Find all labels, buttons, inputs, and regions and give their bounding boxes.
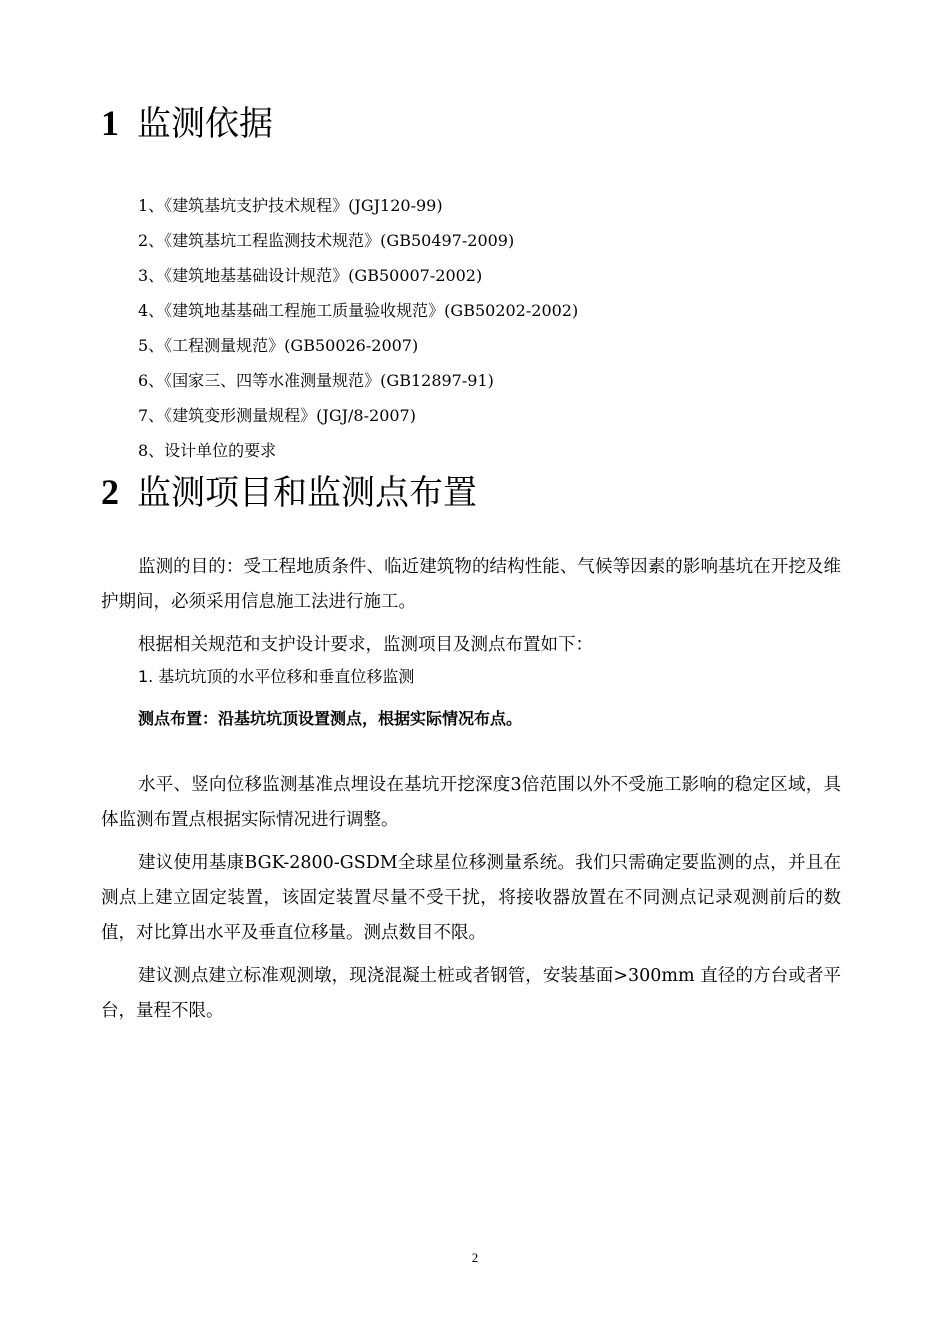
reference-item: 8、设计单位的要求 bbox=[138, 441, 277, 460]
reference-item: 6、《国家三、四等水准测量规范》(GB12897-91) bbox=[138, 371, 494, 390]
section-1-title: 监测依据 bbox=[137, 104, 273, 144]
pier-paragraph: 建议测点建立标准观测墩，现浇混凝土桩或者钢管，安装基面>300mm 直径的方台或者平台，量程不限。 bbox=[101, 966, 841, 1021]
purpose-paragraph: 监测的目的：受工程地质条件、临近建筑物的结构性能、气候等因素的影响基坑在开挖及维护期间，必须采用信息施工法进行施工。 bbox=[101, 557, 841, 612]
item-1-title: 1. 基坑坑顶的水平位移和垂直位移监测 bbox=[138, 667, 415, 686]
section-2-number: 2 bbox=[101, 472, 119, 512]
reference-item: 7、《建筑变形测量规程》(JGJ/8-2007) bbox=[138, 406, 416, 425]
benchmark-paragraph: 水平、竖向位移监测基准点埋设在基坑开挖深度3倍范围以外不受施工影响的稳定区域，具体监测布置点根据实际情况进行调整。 bbox=[101, 775, 841, 830]
reference-item: 4、《建筑地基基础工程施工质量验收规范》(GB50202-2002) bbox=[138, 301, 579, 320]
section-2-heading bbox=[101, 472, 477, 513]
reference-item: 3、《建筑地基基础设计规范》(GB50007-2002) bbox=[138, 266, 483, 285]
page-number: 2 bbox=[471, 1250, 479, 1265]
reference-item: 5、《工程测量规范》(GB50026-2007) bbox=[138, 336, 419, 355]
item-1-layout: 测点布置：沿基坑坑顶设置测点，根据实际情况布点。 bbox=[138, 709, 523, 728]
section-1-heading bbox=[101, 103, 273, 144]
section-1-number: 1 bbox=[101, 103, 119, 143]
reference-item: 1、《建筑基坑支护技术规程》(JGJ120-99) bbox=[138, 196, 443, 215]
reference-item: 2、《建筑基坑工程监测技术规范》(GB50497-2009) bbox=[138, 231, 515, 250]
reference-list bbox=[138, 188, 578, 468]
intro-paragraph: 根据相关规范和支护设计要求，监测项目及测点布置如下： bbox=[138, 635, 593, 655]
section-2-title: 监测项目和监测点布置 bbox=[137, 473, 477, 513]
system-paragraph: 建议使用基康BGK-2800-GSDM全球星位移测量系统。我们只需确定要监测的点，并且在测点上建立固定装置，该固定装置尽量不受干扰，将接收器放置在不同测点记录观测前后的数值，对比算出水平及垂直位移量。测点数目不限。 bbox=[101, 853, 841, 943]
